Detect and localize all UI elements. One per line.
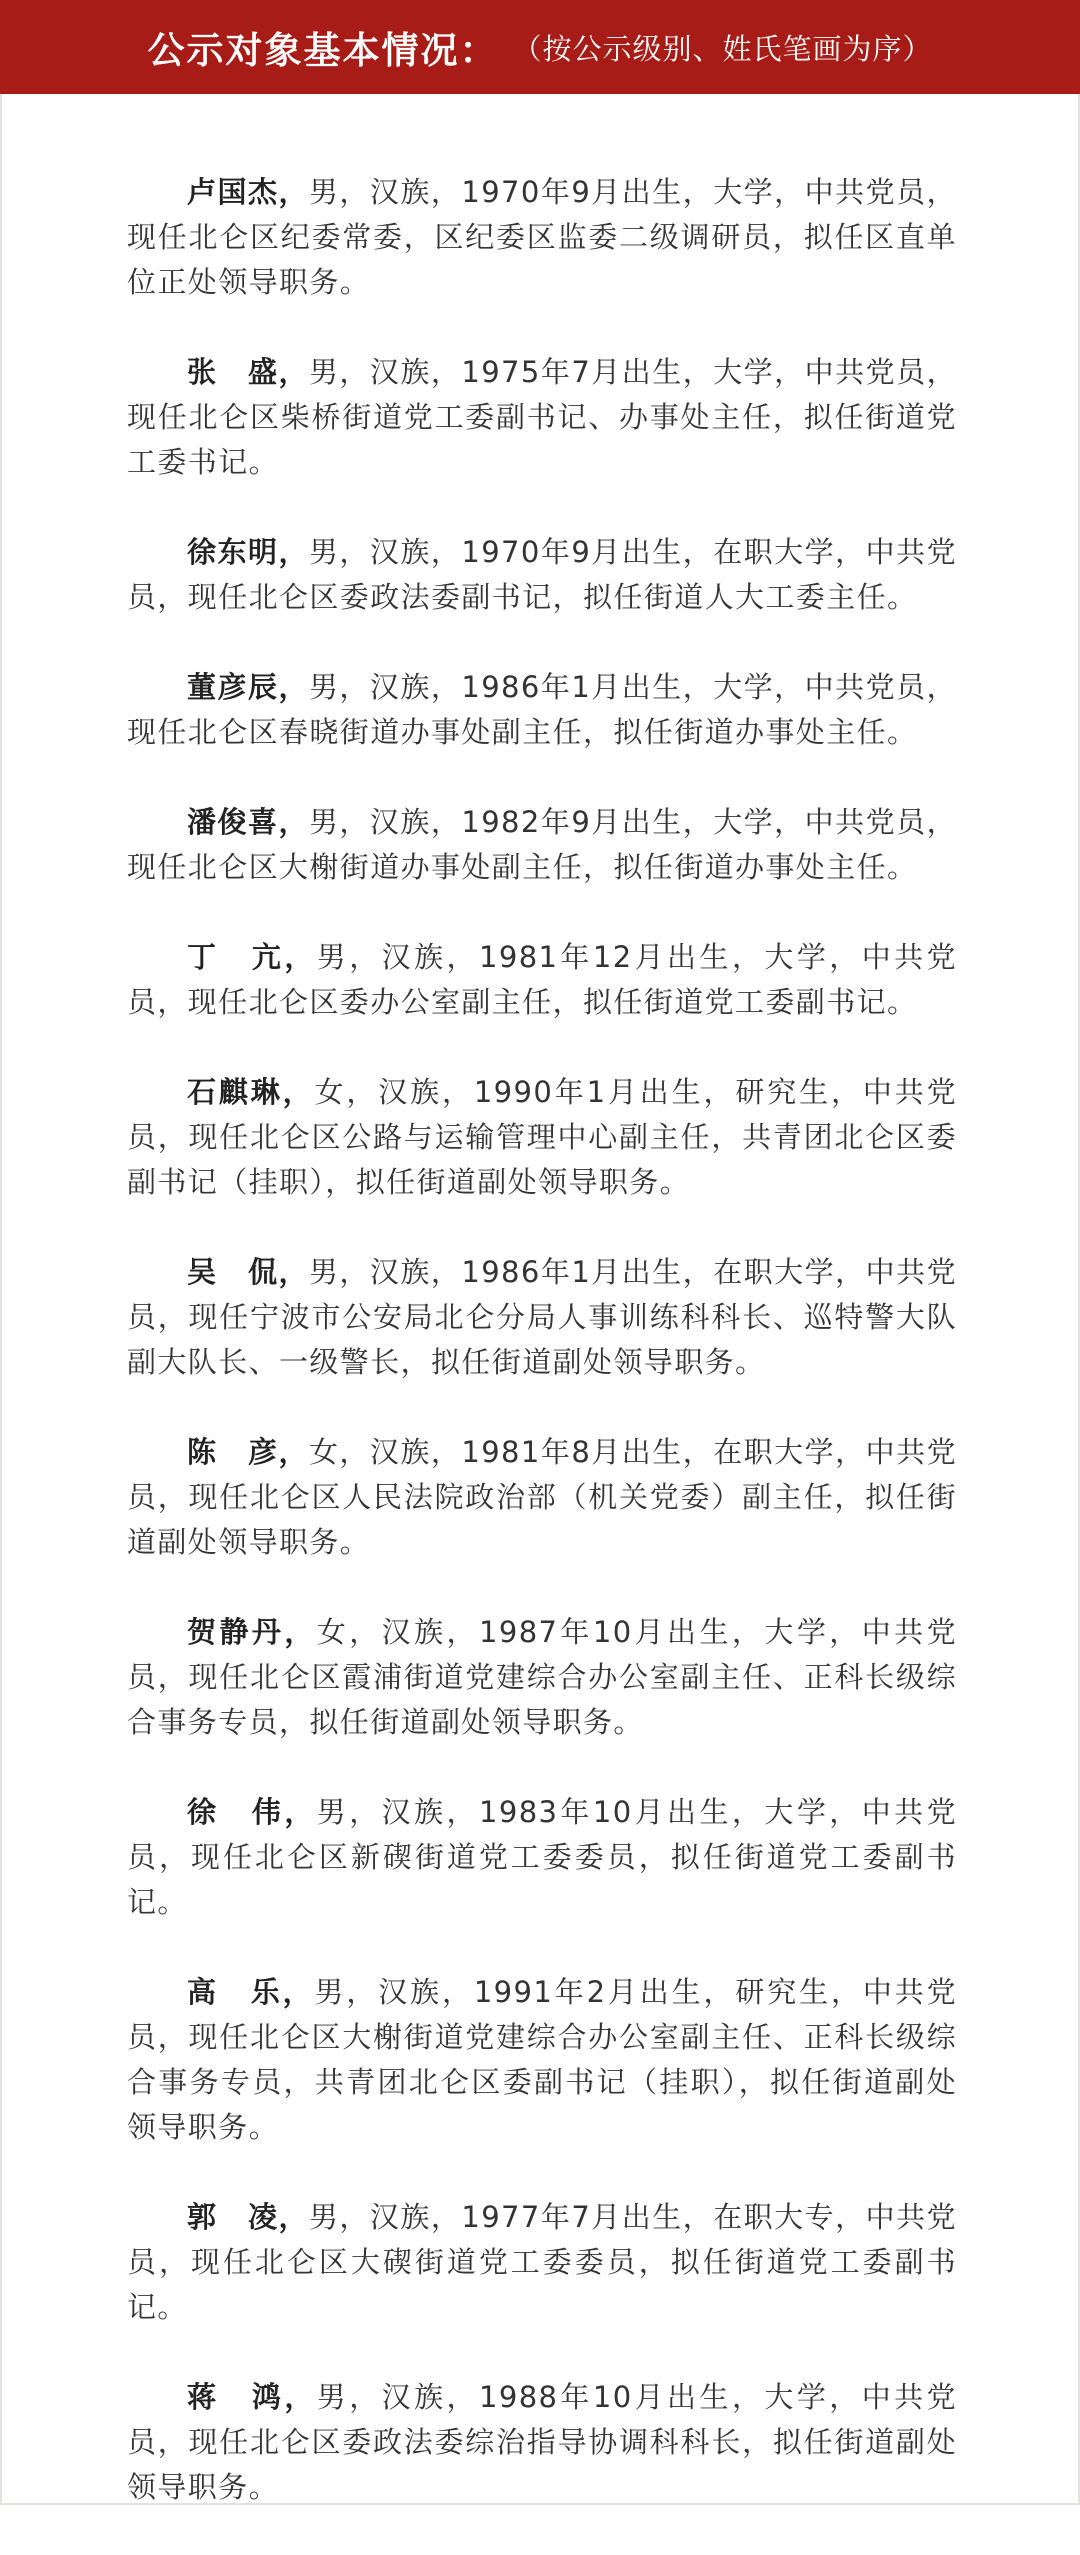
candidate-entry <box>127 170 957 305</box>
candidate-name: 卢国杰， <box>187 175 309 209</box>
candidate-entry <box>127 800 957 890</box>
candidate-list <box>127 170 957 2555</box>
candidate-details: 男，汉族，1970年9月出生，大学，中共党员，现任北仑区纪委常委，区纪委区监委二级调研员，拟任区直单位正处领导职务。 <box>127 175 957 299</box>
header-banner <box>0 0 1080 94</box>
candidate-name: 石麒琳， <box>187 1075 315 1109</box>
candidate-name: 郭 凌， <box>187 2200 309 2234</box>
candidate-name: 贺静丹， <box>187 1615 317 1649</box>
candidate-name: 董彦辰， <box>187 670 309 704</box>
candidate-name: 高 乐， <box>187 1975 315 2009</box>
header-title: 公示对象基本情况： <box>147 29 499 72</box>
candidate-entry <box>127 350 957 485</box>
candidate-details: 女，汉族，1987年10月出生，大学，中共党员，现任北仑区霞浦街道党建综合办公室副主任、正科长级综合事务专员，拟任街道副处领导职务。 <box>127 1615 957 1739</box>
candidate-details: 男，汉族，1986年1月出生，在职大学，中共党员，现任宁波市公安局北仑分局人事训练科科长、巡特警大队副大队长、一级警长，拟任街道副处领导职务。 <box>127 1255 957 1379</box>
candidate-name: 潘俊喜， <box>187 805 309 839</box>
candidate-entry <box>127 1250 957 1385</box>
candidate-entry <box>127 1970 957 2150</box>
candidate-details: 男，汉族，1981年12月出生，大学，中共党员，现任北仑区委办公室副主任，拟任街道党工委副书记。 <box>127 940 957 1019</box>
candidate-entry <box>127 530 957 620</box>
candidate-details: 男，汉族，1970年9月出生，在职大学，中共党员，现任北仑区委政法委副书记，拟任街道人大工委主任。 <box>127 535 957 614</box>
candidate-details: 男，汉族，1975年7月出生，大学，中共党员，现任北仑区柴桥街道党工委副书记、办事处主任，拟任街道党工委书记。 <box>127 355 957 479</box>
candidate-entry <box>127 935 957 1025</box>
candidate-name: 徐东明， <box>187 535 309 569</box>
candidate-details: 男，汉族，1988年10月出生，大学，中共党员，现任北仑区委政法委综治指导协调科科长，拟任街道副处领导职务。 <box>127 2380 957 2504</box>
candidate-entry <box>127 1430 957 1565</box>
candidate-entry <box>127 2375 957 2510</box>
candidate-details: 男，汉族，1983年10月出生，大学，中共党员，现任北仑区新碶街道党工委委员，拟任街道党工委副书记。 <box>127 1795 957 1919</box>
candidate-entry <box>127 1790 957 1925</box>
candidate-details: 女，汉族，1990年1月出生，研究生，中共党员，现任北仑区公路与运输管理中心副主任，共青团北仑区委副书记（挂职），拟任街道副处领导职务。 <box>127 1075 957 1199</box>
candidate-name: 吴 侃， <box>187 1255 309 1289</box>
candidate-entry <box>127 665 957 755</box>
candidate-name: 丁 亢， <box>187 940 317 974</box>
candidate-name: 蒋 鸿， <box>187 2380 317 2414</box>
candidate-details: 女，汉族，1981年8月出生，在职大学，中共党员，现任北仑区人民法院政治部（机关党委）副主任，拟任街道副处领导职务。 <box>127 1435 957 1559</box>
candidate-entry <box>127 1610 957 1745</box>
candidate-details: 男，汉族，1991年2月出生，研究生，中共党员，现任北仑区大榭街道党建综合办公室副主任、正科长级综合事务专员，共青团北仑区委副书记（挂职），拟任街道副处领导职务。 <box>127 1975 957 2144</box>
candidate-details: 男，汉族，1977年7月出生，在职大专，中共党员，现任北仑区大碶街道党工委委员，拟任街道党工委副书记。 <box>127 2200 957 2324</box>
candidate-name: 陈 彦， <box>187 1435 309 1469</box>
candidate-entry <box>127 2195 957 2330</box>
candidate-details: 男，汉族，1986年1月出生，大学，中共党员，现任北仑区春晓街道办事处副主任，拟任街道办事处主任。 <box>127 670 957 749</box>
candidate-details: 男，汉族，1982年9月出生，大学，中共党员，现任北仑区大榭街道办事处副主任，拟任街道办事处主任。 <box>127 805 957 884</box>
header-note: （按公示级别、姓氏笔画为序） <box>512 31 933 66</box>
candidate-name: 张 盛， <box>187 355 309 389</box>
candidate-name: 徐 伟， <box>187 1795 317 1829</box>
candidate-entry <box>127 1070 957 1205</box>
